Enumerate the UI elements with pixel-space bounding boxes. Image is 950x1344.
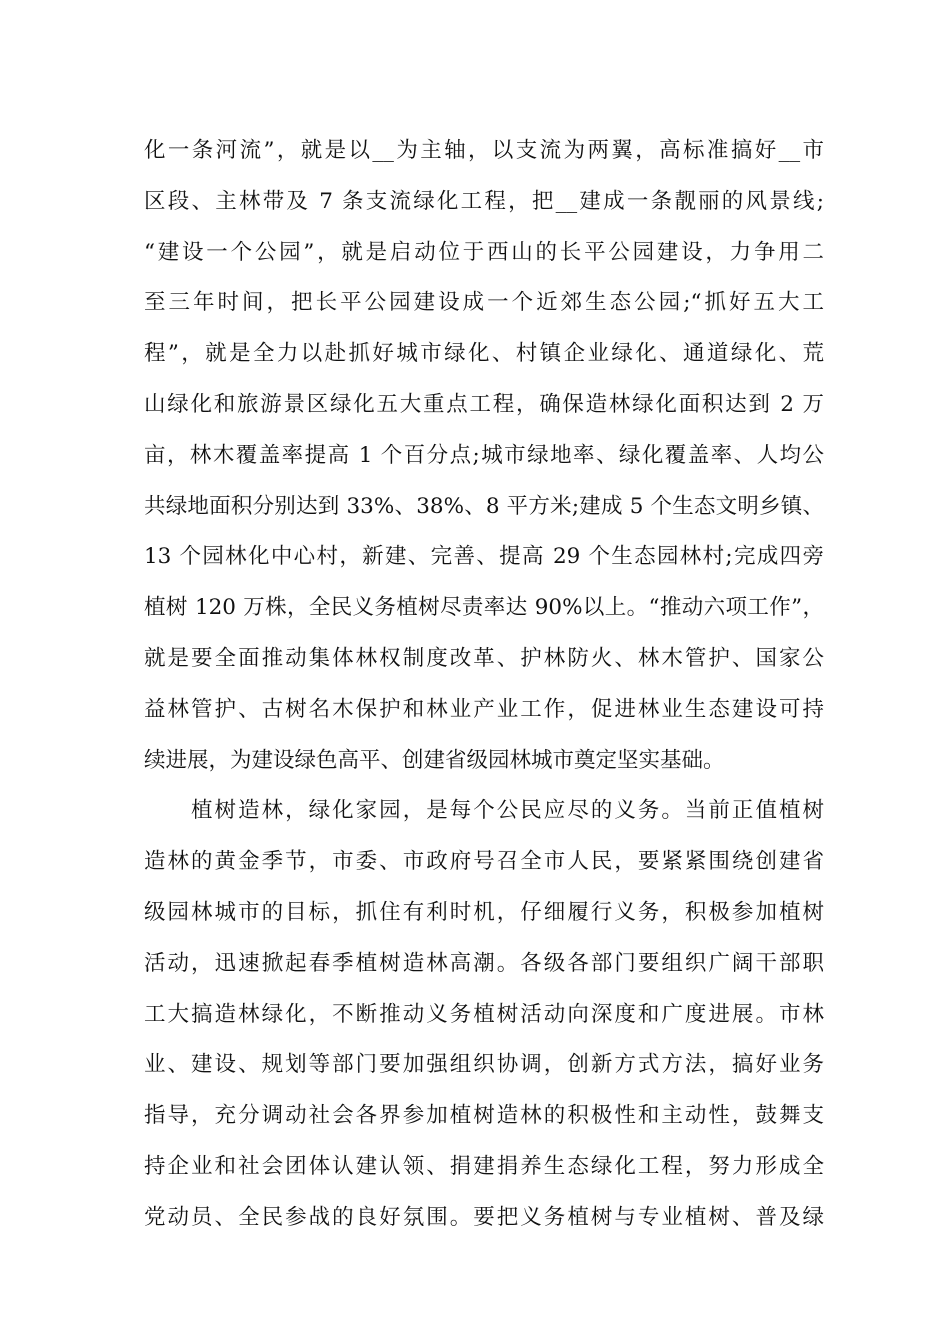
text-line: 13 个园林化中心村，新建、完善、提高 29 个生态园林村;完成四旁 bbox=[144, 544, 824, 570]
document-body bbox=[144, 126, 824, 1244]
text-line: 植树 120 万株，全民义务植树尽责率达 90%以上。“推动六项工作”， bbox=[144, 595, 824, 621]
text-line: 指导，充分调动社会各界参加植树造林的积极性和主动性，鼓舞支 bbox=[144, 1103, 824, 1129]
text-line: “建设一个公园”，就是启动位于西山的长平公园建设，力争用二 bbox=[144, 239, 824, 265]
text-line: 益林管护、古树名木保护和林业产业工作，促进林业生态建设可持 bbox=[144, 696, 824, 722]
paragraph-end-line: 续进展，为建设绿色高平、创建省级园林城市奠定坚实基础。 bbox=[144, 747, 725, 773]
text-line: 至三年时间，把长平公园建设成一个近郊生态公园;“抓好五大工 bbox=[144, 290, 824, 316]
text-line: 就是要全面推动集体林权制度改革、护林防火、林木管护、国家公 bbox=[144, 645, 824, 671]
text-line: 业、建设、规划等部门要加强组织协调，创新方式方法，搞好业务 bbox=[144, 1052, 824, 1078]
text-line: 活动，迅速掀起春季植树造林高潮。各级各部门要组织广阔干部职 bbox=[144, 950, 824, 976]
text-line: 程”，就是全力以赴抓好城市绿化、村镇企业绿化、通道绿化、荒 bbox=[144, 341, 824, 367]
text-line: 共绿地面积分别达到 33%、38%、8 平方米;建成 5 个生态文明乡镇、 bbox=[144, 493, 824, 519]
text-line: 亩，林木覆盖率提高 1 个百分点;城市绿地率、绿化覆盖率、人均公 bbox=[144, 442, 824, 468]
text-line: 工大搞造林绿化，不断推动义务植树活动向深度和广度进展。市林 bbox=[144, 1001, 824, 1027]
paragraph-start-line: 植树造林，绿化家园，是每个公民应尽的义务。当前正值植树 bbox=[144, 798, 824, 824]
text-line: 持企业和社会团体认建认领、捐建捐养生态绿化工程，努力形成全 bbox=[144, 1153, 824, 1179]
text-line: 山绿化和旅游景区绿化五大重点工程，确保造林绿化面积达到 2 万 bbox=[144, 391, 824, 417]
text-line: 级园林城市的目标，抓住有利时机，仔细履行义务，积极参加植树 bbox=[144, 899, 824, 925]
text-line: 党动员、全民参战的良好氛围。要把义务植树与专业植树、普及绿 bbox=[144, 1204, 824, 1230]
text-line: 化一条河流”，就是以__为主轴，以支流为两翼，高标准搞好__市 bbox=[144, 138, 824, 163]
text-line: 区段、主林带及 7 条支流绿化工程，把__建成一条靓丽的风景线; bbox=[144, 188, 824, 214]
text-line: 造林的黄金季节，市委、市政府号召全市人民，要紧紧围绕创建省 bbox=[144, 849, 824, 875]
